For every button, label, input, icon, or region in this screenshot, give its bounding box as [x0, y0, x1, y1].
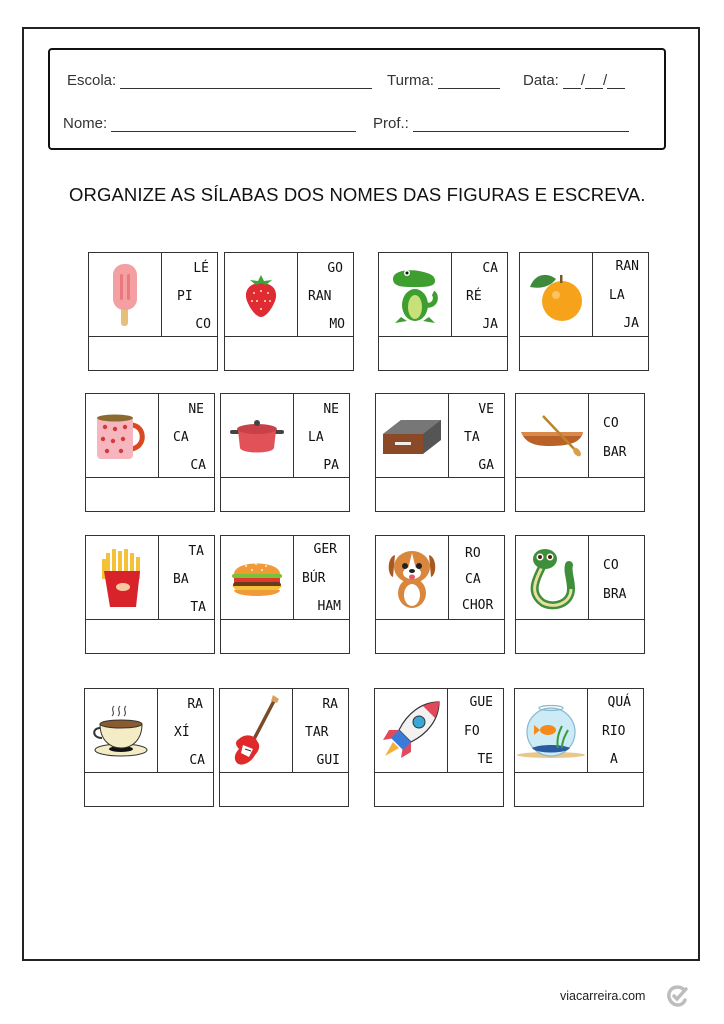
syllable-card-snake	[515, 535, 645, 654]
syllable-card-rocket	[374, 688, 504, 807]
answer-box[interactable]	[376, 477, 504, 511]
french-fries-icon	[86, 536, 159, 619]
cooking-pot-icon	[221, 394, 294, 477]
answer-box[interactable]	[516, 619, 644, 653]
rocket-icon	[375, 689, 448, 772]
syllable-list	[449, 394, 504, 477]
answer-box[interactable]	[515, 772, 643, 806]
data-field[interactable]	[523, 72, 625, 89]
syllable-card-pot	[220, 393, 350, 512]
syllable: CHOR	[462, 598, 494, 613]
syllable-list	[593, 253, 648, 336]
syllable: PA	[323, 458, 339, 473]
syllable-list	[588, 689, 643, 772]
syllable: CA	[190, 458, 206, 473]
syllable: BAR	[603, 445, 627, 460]
hamburger-icon	[221, 536, 294, 619]
syllable: LA	[308, 430, 324, 445]
rowboat-icon	[516, 394, 589, 477]
nome-field[interactable]	[63, 115, 356, 132]
syllable: GA	[478, 458, 494, 473]
answer-box[interactable]	[220, 772, 348, 806]
answer-box[interactable]	[85, 772, 213, 806]
prof-label: Prof.:	[373, 115, 409, 132]
syllable-card-popsicle	[88, 252, 218, 371]
answer-box[interactable]	[375, 772, 503, 806]
syllable: TE	[477, 752, 493, 767]
snake-icon	[516, 536, 589, 619]
syllable: RA	[187, 697, 203, 712]
syllable: PI	[177, 289, 193, 304]
instruction-heading: ORGANIZE AS SÍLABAS DOS NOMES DAS FIGURAS E ESCREVA.	[69, 184, 646, 205]
syllable: RÉ	[466, 289, 482, 304]
syllable-card-fries	[85, 535, 215, 654]
turma-line[interactable]	[438, 74, 500, 89]
syllable: CA	[465, 572, 481, 587]
turma-label: Turma:	[387, 72, 434, 89]
syllable: LÉ	[193, 261, 209, 276]
syllable: CA	[189, 753, 205, 768]
syllable: CO	[603, 416, 619, 431]
prof-line[interactable]	[413, 117, 629, 132]
student-info-box	[48, 48, 666, 150]
syllable: JA	[482, 317, 498, 332]
mug-icon	[86, 394, 159, 477]
syllable-list	[294, 536, 349, 619]
nome-label: Nome:	[63, 115, 108, 132]
syllable-card-guitar	[219, 688, 349, 807]
syllable: VE	[478, 402, 494, 417]
escola-label: Escola:	[67, 72, 117, 89]
syllable: BRA	[603, 587, 627, 602]
syllable-card-boat	[515, 393, 645, 512]
syllable: TA	[190, 600, 206, 615]
syllable: HAM	[317, 599, 341, 614]
popsicle-icon	[89, 253, 162, 336]
answer-box[interactable]	[86, 619, 214, 653]
data-label: Data:	[523, 72, 559, 89]
syllable: CA	[482, 261, 498, 276]
answer-box[interactable]	[221, 477, 349, 511]
footer-site: viacarreira.com	[560, 989, 646, 1003]
answer-box[interactable]	[376, 619, 504, 653]
coffee-cup-icon	[85, 689, 158, 772]
syllable: BA	[173, 572, 189, 587]
syllable: FO	[464, 724, 480, 739]
syllable: GER	[313, 542, 337, 557]
syllable-list	[449, 536, 504, 619]
checkmark-logo-icon	[665, 984, 689, 1012]
syllable-list	[162, 253, 217, 336]
syllable: NE	[188, 402, 204, 417]
syllable: CO	[603, 558, 619, 573]
syllable-list	[589, 394, 644, 477]
syllable: RAN	[308, 289, 332, 304]
syllable-card-puppy	[375, 535, 505, 654]
turma-field[interactable]	[387, 72, 500, 89]
prof-field[interactable]	[373, 115, 629, 132]
syllable: TA	[464, 430, 480, 445]
syllable: RO	[465, 546, 481, 561]
syllable: QUÁ	[607, 695, 631, 710]
answer-box[interactable]	[225, 336, 353, 370]
syllable: RAN	[615, 259, 639, 274]
syllable: BÚR	[302, 571, 326, 586]
syllable-list	[293, 689, 348, 772]
syllable: CO	[195, 317, 211, 332]
answer-box[interactable]	[516, 477, 644, 511]
syllable: MO	[329, 317, 345, 332]
answer-box[interactable]	[86, 477, 214, 511]
escola-field[interactable]	[67, 72, 372, 89]
alligator-icon	[379, 253, 452, 336]
orange-icon	[520, 253, 593, 336]
syllable-list	[589, 536, 644, 619]
syllable: GUE	[469, 695, 493, 710]
syllable-card-coffee-cup	[84, 688, 214, 807]
syllable: TA	[188, 544, 204, 559]
fishbowl-icon	[515, 689, 588, 772]
syllable: NE	[323, 402, 339, 417]
answer-box[interactable]	[221, 619, 349, 653]
syllable-list	[294, 394, 349, 477]
syllable-card-drawer	[375, 393, 505, 512]
syllable: RIO	[602, 724, 626, 739]
syllable-card-alligator	[378, 252, 508, 371]
syllable: XÍ	[174, 725, 190, 740]
syllable: CA	[173, 430, 189, 445]
drawer-icon	[376, 394, 449, 477]
syllable-list	[298, 253, 353, 336]
escola-line[interactable]	[120, 74, 372, 89]
electric-guitar-icon	[220, 689, 293, 772]
nome-line[interactable]	[111, 117, 356, 132]
data-blanks[interactable]: / /	[563, 72, 625, 89]
syllable-card-fishbowl	[514, 688, 644, 807]
syllable: TAR	[305, 725, 329, 740]
strawberry-icon	[225, 253, 298, 336]
syllable-list	[448, 689, 503, 772]
syllable: LA	[609, 288, 625, 303]
answer-box[interactable]	[89, 336, 217, 370]
syllable-card-orange	[519, 252, 649, 371]
syllable-list	[158, 689, 213, 772]
syllable: RA	[322, 697, 338, 712]
syllable-card-mug	[85, 393, 215, 512]
answer-box[interactable]	[379, 336, 507, 370]
syllable: JA	[623, 316, 639, 331]
syllable: A	[610, 752, 618, 767]
puppy-icon	[376, 536, 449, 619]
answer-box[interactable]	[520, 336, 648, 370]
syllable-card-hamburger	[220, 535, 350, 654]
syllable: GO	[327, 261, 343, 276]
syllable-list	[159, 536, 214, 619]
syllable-list	[159, 394, 214, 477]
syllable-card-strawberry	[224, 252, 354, 371]
syllable: GUI	[316, 753, 340, 768]
syllable-list	[452, 253, 507, 336]
